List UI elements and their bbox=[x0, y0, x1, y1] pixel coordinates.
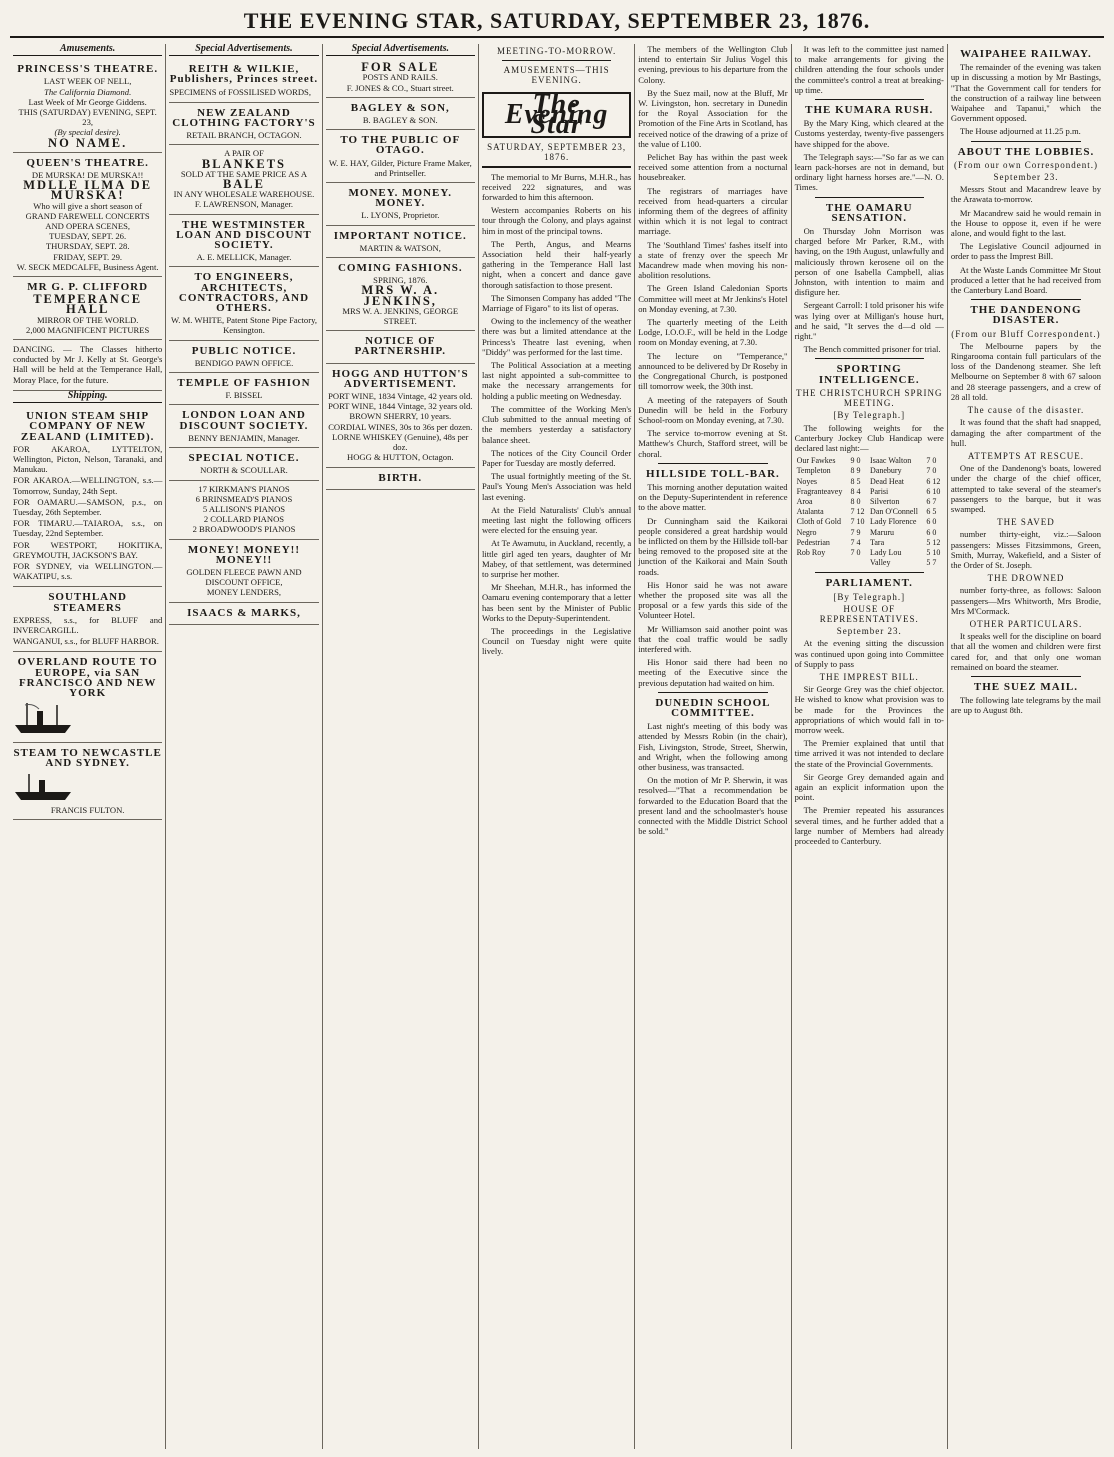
horse-weight: 7 10 bbox=[850, 517, 865, 527]
ad-title: MONEY! MONEY!! MONEY!! bbox=[187, 543, 300, 566]
divider bbox=[815, 572, 924, 573]
ad-line: RETAIL BRANCH, OCTAGON. bbox=[186, 130, 302, 141]
news-paragraph: Pelichet Bay has within the past week received some attention from a nocturnal housebreaker. bbox=[638, 152, 788, 183]
article-heading: ABOUT THE LOBBIES. bbox=[957, 145, 1095, 158]
news-paragraph: His Honor said he was not aware whether the proposed site was all the proposal or a few yards this side of the Volunteer Hotel. bbox=[638, 579, 788, 621]
column-head: Special Advertisements. bbox=[326, 44, 475, 56]
column-news-2 bbox=[635, 44, 791, 1449]
ad-title: HOGG AND HUTTON'S ADVERTISEMENT. bbox=[331, 367, 469, 390]
ad-line: FOR SALE bbox=[361, 60, 440, 75]
ad-title: NOTICE OF PARTNERSHIP. bbox=[354, 335, 446, 358]
news-paragraph: The remainder of the evening was taken up in discussing a motion by Mr Bastings, "That the Government call for tenders for the construction of a railway line between Waipahee and Tapanui," which the Government opposed. bbox=[950, 62, 1102, 124]
divider bbox=[815, 197, 924, 198]
ad-line: MDLLE ILMA DE MURSKA! bbox=[23, 178, 153, 203]
news-paragraph: number forty-three, as follows: Saloon passengers—Mrs Whitworth, Mrs Brodie, Mrs M'Cormack. bbox=[950, 585, 1102, 616]
horse-name: Valley bbox=[870, 558, 891, 568]
ad-title: ISAACS & MARKS, bbox=[187, 606, 301, 619]
horse-weight: 7 0 bbox=[926, 456, 937, 466]
ad-text: DANCING. — The Classes hitherto conducted by Mr J. Kelly at St. George's Hall will be held at the Temperance Hall, Moray Place, for the future. bbox=[13, 344, 163, 385]
horse-name: Negro bbox=[796, 527, 817, 537]
money-lyons-ad bbox=[326, 183, 475, 226]
shipping-ad bbox=[13, 406, 162, 587]
weights-row bbox=[795, 456, 944, 466]
horse-weight: 6 5 bbox=[926, 507, 937, 517]
ad-title: QUEEN'S THEATRE. bbox=[26, 156, 149, 169]
news-paragraph: The Premier explained that until that time arrived it was not intended to declare the state of the Provincial Governments. bbox=[794, 738, 944, 769]
divider bbox=[502, 60, 611, 61]
news-paragraph: This morning another deputation waited on the Deputy-Superintendent in reference to the above matter. bbox=[638, 481, 788, 513]
news-paragraph: On the motion of Mr P. Sherwin, it was resolved—"That a recommendation be forwarded to the Education Board that the present land and the schoolmaster's house connected with the Middle District School be sold." bbox=[638, 775, 788, 837]
ad-text: WANGANUI, s.s., for BLUFF HARBOR. bbox=[13, 636, 159, 647]
ad-line: 17 KIRKMAN'S PIANOS bbox=[198, 483, 290, 494]
ad-title: TO ENGINEERS, ARCHITECTS, CONTRACTORS, AND OTHERS. bbox=[178, 271, 310, 315]
article-date: September 23. bbox=[993, 172, 1059, 183]
article-subheading: The cause of the disaster. bbox=[967, 405, 1085, 416]
isaacs-marks-ad bbox=[169, 603, 318, 625]
ad-line: GRAND FAREWELL CONCERTS bbox=[25, 210, 150, 221]
divider bbox=[971, 676, 1081, 677]
article-heading: THE KUMARA RUSH. bbox=[805, 104, 934, 117]
news-paragraph: The Political Association at a meeting last night appointed a sub-committee to make the necessary arrangements for holding a public meeting on Wednesday. bbox=[481, 360, 632, 401]
column-news-3 bbox=[792, 44, 948, 1449]
article-subheading: THE CHRISTCHURCH SPRING MEETING. bbox=[795, 387, 943, 409]
horse-weight: 6 12 bbox=[926, 476, 941, 486]
columns bbox=[10, 44, 1104, 1449]
article-subheading: THE IMPREST BILL. bbox=[819, 671, 919, 682]
horse-weight: 8 9 bbox=[850, 466, 861, 476]
ad-line: CORDIAL WINES, 30s to 36s per dozen. bbox=[328, 421, 473, 432]
article-subheading: (From our Bluff Correspondent.) bbox=[951, 328, 1101, 339]
westminster-loan-ad bbox=[169, 215, 318, 268]
weights-row bbox=[795, 507, 944, 517]
divider bbox=[658, 463, 767, 464]
horse-weight: 5 7 bbox=[926, 558, 937, 568]
horse-weight: 6 10 bbox=[926, 486, 941, 496]
news-paragraph: The quarterly meeting of the Leith Lodge, I.O.O.F., will be held in the Lodge room on Monday evening, at 7.30. bbox=[638, 317, 788, 348]
blankets-ad bbox=[169, 145, 318, 214]
ad-line: MIRROR OF THE WORLD. bbox=[36, 314, 139, 325]
news-paragraph: The memorial to Mr Burns, M.H.R., has received 222 signatures, and was forwarded to him this afternoon. bbox=[481, 171, 632, 203]
ad-text: EXPRESS, s.s., for BLUFF and INVERCARGILL. bbox=[13, 614, 163, 635]
ad-title: MR G. P. CLIFFORD bbox=[27, 281, 149, 294]
pianos-ad bbox=[169, 481, 318, 540]
horse-name: Dan O'Connell bbox=[870, 507, 918, 517]
horse-weight: 6 0 bbox=[926, 517, 937, 527]
newcastle-ad bbox=[13, 743, 162, 820]
ad-signature: B. BAGLEY & SON. bbox=[362, 115, 438, 126]
horse-name: Maruru bbox=[870, 527, 895, 537]
horse-name: Aroa bbox=[796, 496, 813, 506]
masthead-title: THE EVENING STAR, SATURDAY, SEPTEMBER 23, 1876. bbox=[243, 8, 871, 33]
ad-line: PORT WINE, 1834 Vintage, 42 years old. bbox=[328, 391, 473, 402]
ad-line: FRIDAY, SEPT. 29. bbox=[53, 251, 123, 262]
news-paragraph: Sir George Grey demanded again and again an explicit information upon the point. bbox=[794, 771, 944, 803]
column-head: Special Advertisements. bbox=[169, 44, 318, 56]
ad-text: FOR SYDNEY, via WELLINGTON.—WAKATIPU, s.s. bbox=[13, 560, 163, 582]
telegraph-note: [By Telegraph.] bbox=[833, 410, 906, 421]
ad-line: BENDIGO PAWN OFFICE. bbox=[194, 357, 294, 368]
article-heading: WAIPAHEE RAILWAY. bbox=[960, 48, 1092, 60]
news-paragraph: Messrs Stout and Macandrew leave by the Arawata to-morrow. bbox=[950, 184, 1102, 205]
horse-name bbox=[795, 558, 849, 568]
article-subheading: OTHER PARTICULARS. bbox=[969, 618, 1083, 629]
weights-row bbox=[795, 517, 944, 527]
column-news-4 bbox=[948, 44, 1104, 1449]
article-subheading: ATTEMPTS AT RESCUE. bbox=[967, 450, 1084, 461]
divider bbox=[815, 358, 924, 359]
newspaper-nameplate: The Evening Star bbox=[482, 92, 631, 139]
ad-text: FOR OAMARU.—SAMSON, p.s., on Tuesday, 26th September. bbox=[13, 496, 163, 517]
news-paragraph: The Simonsen Company has added "The Marriage of Figaro" to its list of operas. bbox=[481, 292, 632, 314]
weights-row bbox=[795, 487, 944, 497]
ad-text: FOR TIMARU.—TAIAROA, s.s., on Tuesday, 22nd September. bbox=[13, 518, 163, 539]
horse-weight: 7 0 bbox=[850, 547, 861, 557]
ad-text: SPECIMENS of FOSSILISED WORDS, bbox=[169, 86, 311, 97]
article-heading: THE OAMARU SENSATION. bbox=[825, 201, 913, 224]
weights-row bbox=[795, 528, 944, 538]
news-paragraph: It was found that the shaft had snapped, damaging the after compartment of the hull. bbox=[950, 417, 1102, 448]
ad-title: LONDON LOAN AND DISCOUNT SOCIETY. bbox=[179, 409, 309, 432]
weights-row bbox=[795, 558, 944, 568]
column-special-ads-2 bbox=[323, 44, 479, 1449]
horse-name: Lady Lou bbox=[870, 547, 902, 557]
horse-weight: 7 12 bbox=[850, 507, 865, 517]
ad-signature: W. E. HAY, Gilder, Picture Frame Maker, and Printseller. bbox=[328, 157, 472, 178]
ad-title: UNION STEAM SHIP COMPANY OF NEW ZEALAND (LIMITED). bbox=[20, 410, 155, 443]
london-loan-ad bbox=[169, 405, 318, 448]
horse-weight bbox=[849, 558, 869, 568]
news-paragraph: At the Waste Lands Committee Mr Stout produced a letter that he had received from the Canterbury Land Board. bbox=[950, 264, 1102, 296]
southland-ad bbox=[13, 587, 162, 652]
ad-line: AND OPERA SCENES, bbox=[45, 221, 131, 232]
ad-title: PRINCESS'S THEATRE. bbox=[17, 63, 159, 76]
princess-theatre-ad bbox=[13, 59, 162, 153]
horse-weight: 5 10 bbox=[926, 547, 941, 557]
news-paragraph: The service to-morrow evening at St. Matthew's Church, Stafford street, will be choral. bbox=[638, 428, 788, 459]
ad-signature: F. LAWRENSON, Manager. bbox=[194, 199, 294, 210]
partnership-ad bbox=[326, 331, 475, 363]
news-paragraph: The House adjourned at 11.25 p.m. bbox=[959, 126, 1081, 137]
ad-signature: L. LYONS, Proprietor. bbox=[361, 210, 440, 221]
horse-name: Noyes bbox=[796, 476, 818, 486]
news-paragraph: The Telegraph says:—"So far as we can learn pack-horses are not in demand, but ordinary light harness horses are."—N. O. Times. bbox=[794, 151, 944, 193]
news-paragraph: number thirty-eight, viz.:—Saloon passengers: Misses Fitzsimmons, Green, Smith, Murray, Wakefield, and a Sister of the Order of St. Joseph. bbox=[950, 529, 1102, 570]
ad-line: BALE bbox=[222, 177, 265, 192]
news-paragraph: The following late telegrams by the mail are up to August 8th. bbox=[950, 695, 1102, 716]
news-paragraph: The Perth, Angus, and Mearns Association held their half-yearly gathering in the Temperance Hall last night, when a concert and dance gave thorough satisfaction to those present. bbox=[481, 238, 632, 290]
ad-line: Who will give a short season of bbox=[33, 200, 143, 211]
ad-title: SPECIAL NOTICE. bbox=[188, 452, 300, 465]
horse-name: Parisi bbox=[870, 486, 889, 496]
news-paragraph: His Honor said there had been no meeting of the Executive since the previous deputation had waited on him. bbox=[638, 657, 788, 688]
ad-line: 2,000 MAGNIFICENT PICTURES bbox=[26, 324, 150, 335]
ad-title: COMING FASHIONS. bbox=[337, 262, 463, 275]
ad-signature: F. JONES & CO., Stuart street. bbox=[346, 82, 454, 93]
ad-title: TEMPLE OF FASHION bbox=[177, 377, 311, 390]
ad-line: PORT WINE, 1844 Vintage, 32 years old. bbox=[328, 401, 473, 412]
weights-row bbox=[795, 477, 944, 487]
news-paragraph: Western accompanies Roberts on his tour through the Colony, and plays against him in most of the principal towns. bbox=[481, 205, 632, 236]
horse-name: Cloth of Gold bbox=[796, 517, 842, 527]
ad-line: W. SECK MEDCALFE, Business Agent. bbox=[16, 261, 159, 272]
clothing-factory-ad bbox=[169, 103, 318, 146]
article-subheading: (From our own Correspondent.) bbox=[953, 159, 1098, 170]
horse-weight: 7 9 bbox=[850, 527, 861, 537]
ad-signature: FRANCIS FULTON. bbox=[50, 804, 125, 815]
column-special-ads-1 bbox=[166, 44, 322, 1449]
horse-weight: 8 4 bbox=[850, 486, 861, 496]
ad-line: LAST WEEK OF NELL, bbox=[43, 76, 132, 87]
horse-weight: 7 0 bbox=[926, 466, 937, 476]
horse-name: Danebury bbox=[870, 466, 902, 476]
weights-row bbox=[795, 538, 944, 548]
ad-signature: BENNY BENJAMIN, Manager. bbox=[188, 432, 300, 443]
horse-weight: 6 0 bbox=[926, 527, 937, 537]
ad-line: 6 BRINSMEAD'S PIANOS bbox=[195, 493, 293, 504]
ad-signature: MRS W. A. JENKINS, GEORGE STREET. bbox=[342, 305, 459, 327]
news-paragraph: The notices of the City Council Order Paper for Tuesday are mostly deferred. bbox=[481, 447, 632, 468]
horse-weight: 8 5 bbox=[850, 476, 861, 486]
ad-line: LORNE WHISKEY (Genuine), 48s per doz. bbox=[332, 431, 469, 453]
money-ad bbox=[169, 540, 318, 603]
weights-row bbox=[795, 466, 944, 476]
public-otago-ad bbox=[326, 130, 475, 183]
ad-line: The California Diamond. bbox=[44, 86, 132, 97]
ad-line: Last Week of Mr George Giddens. bbox=[28, 96, 147, 107]
news-paragraph: Mr Williamson said another point was that the coal traffic would be sadly interfered with. bbox=[638, 623, 788, 654]
article-heading: THE SUEZ MAIL. bbox=[973, 680, 1079, 693]
news-paragraph: The 'Southland Times' fashes itself into a state of frenzy over the speech Mr Macandrew made when moving his non-abolition resolutions. bbox=[638, 239, 788, 281]
article-heading: DUNEDIN SCHOOL COMMITTEE. bbox=[655, 696, 771, 719]
ad-line: NO NAME. bbox=[48, 135, 128, 150]
horse-name: Dead Heat bbox=[870, 476, 905, 486]
horse-name: Atalanta bbox=[796, 507, 824, 517]
dancing-ad bbox=[13, 340, 162, 391]
news-paragraph: It speaks well for the discipline on board that all the women and children were first cared for, and that only one woman remained on board the steamer. bbox=[950, 631, 1102, 672]
news-paragraph: The proceedings in the Legislative Council on Tuesday night were quite lively. bbox=[481, 625, 632, 657]
amusements-heading: AMUSEMENTS—THIS EVENING. bbox=[503, 65, 610, 86]
masthead bbox=[10, 6, 1104, 38]
news-paragraph: The Green Island Caledonian Sports Committee will meet at Mr Jenkins's Hotel on Monday evening, at 7.30. bbox=[638, 283, 788, 314]
ad-line: 5 ALLISON'S PIANOS bbox=[202, 503, 286, 514]
ad-line: (By special desire). bbox=[54, 127, 121, 138]
coming-fashions-ad bbox=[326, 258, 475, 331]
column-news-1 bbox=[479, 44, 635, 1449]
ad-title: OVERLAND ROUTE TO EUROPE, via SAN FRANCISCO AND NEW YORK bbox=[17, 656, 158, 699]
ad-line: A PAIR OF bbox=[224, 148, 264, 159]
horse-name: Tara bbox=[870, 537, 885, 547]
news-paragraph: Mr Macandrew said he would remain in the House to oppose it, even if he were alone, and would fight to the last. bbox=[950, 207, 1102, 239]
weights-table bbox=[795, 456, 944, 568]
ad-line: THURSDAY, SEPT. 28. bbox=[45, 241, 130, 252]
ad-line: DE MURSKA! DE MURSKA!! bbox=[31, 170, 144, 181]
horse-name: Rob Roy bbox=[796, 547, 826, 557]
ad-line: MONEY LENDERS, bbox=[206, 587, 282, 598]
horse-name: Our Fawkes bbox=[796, 456, 836, 466]
horse-name: Silverton bbox=[870, 496, 900, 506]
news-paragraph: The registrars of marriages have received from head-quarters a circular informing them of the degrees of affinity within which it is not legal to contract marriage. bbox=[638, 185, 788, 237]
ad-title: REITH & WILKIE, Publishers, Princes street. bbox=[169, 63, 319, 86]
divider bbox=[971, 141, 1081, 142]
ad-signature: W. M. WHITE, Patent Stone Pipe Factory, Kensington. bbox=[170, 315, 317, 336]
telegraph-note: [By Telegraph.] bbox=[833, 591, 906, 602]
weights-row bbox=[795, 497, 944, 507]
news-paragraph: One of the Dandenong's boats, lowered under the charge of the chief officer, attempted to take several of the steamer's passengers to the barque, but it was swamped. bbox=[950, 463, 1102, 514]
divider bbox=[658, 692, 767, 693]
ad-title: STEAM TO NEWCASTLE AND SYDNEY. bbox=[13, 747, 162, 770]
reith-wilkie-ad bbox=[169, 59, 318, 103]
for-sale-ad bbox=[326, 59, 475, 98]
steamship-icon bbox=[13, 701, 162, 735]
ad-line: 2 BROADWOOD'S PIANOS bbox=[192, 524, 296, 535]
article-heading: HILLSIDE TOLL-BAR. bbox=[646, 467, 780, 480]
temple-of-fashion-ad bbox=[169, 373, 318, 405]
news-paragraph: Sergeant Carroll: I told prisoner his wife was lying over at Milligan's house hurt, and he said, "It serves the d—d old — right." bbox=[794, 300, 944, 342]
ad-title: IMPORTANT NOTICE. bbox=[333, 229, 467, 242]
news-paragraph: The following weights for the Canterbury Jockey Club Handicap were declared last night:— bbox=[794, 422, 944, 453]
horse-weight: 6 7 bbox=[926, 496, 937, 506]
horse-weight: 8 0 bbox=[850, 496, 861, 506]
special-notice-ad bbox=[169, 448, 318, 480]
public-notice-ad bbox=[169, 341, 318, 373]
ad-line: NORTH & SCOULLAR. bbox=[200, 465, 288, 476]
ad-signature: MARTIN & WATSON, bbox=[359, 242, 441, 253]
horse-weight: 9 0 bbox=[850, 456, 861, 466]
article-date: September 23. bbox=[836, 626, 902, 637]
horse-weight: 5 12 bbox=[926, 537, 941, 547]
ad-line: POSTS AND RAILS. bbox=[362, 72, 438, 83]
news-paragraph: By the Suez mail, now at the Bluff, Mr W. Livingston, hon. secretary in Dunedin for the Royal Association for the Promotion of the Fine Arts in Scotland, has received notice of the drawing of a prize of the value of L100. bbox=[638, 87, 788, 149]
horse-name: Fragranteavey bbox=[796, 486, 843, 496]
news-paragraph: At the evening sitting the discussion was continued upon going into Committee of Supply to pass bbox=[794, 638, 944, 669]
news-paragraph: The Premier repeated his assurances several times, and he further added that a large number of Members had already proceeded to Canterbury. bbox=[794, 805, 944, 847]
ad-line: 2 COLLARD PIANOS bbox=[203, 514, 285, 525]
weights-row bbox=[795, 548, 944, 558]
ad-title: THE WESTMINSTER LOAN AND DISCOUNT SOCIETY. bbox=[176, 218, 312, 252]
ad-line: SPRING, 1876. bbox=[373, 275, 428, 286]
ad-signature: HOGG & HUTTON, Octagon. bbox=[347, 452, 454, 463]
news-paragraph: At the Field Naturalists' Club's annual meeting last night the following officers were elected for the ensuing year. bbox=[481, 504, 632, 536]
news-paragraph: Last night's meeting of this body was attended by Messrs Robin (in the chair), Fish, Livingston, Strode, Street, Sherwin, and Wright, when the following among other business, was transacted. bbox=[638, 721, 788, 772]
article-heading: PARLIAMENT. bbox=[825, 577, 913, 590]
news-paragraph: It was left to the committee just named to make arrangements for giving the children attending the four schools under the committee's control a treat at breaking-up time. bbox=[794, 44, 944, 95]
ad-title: BAGLEY & SON, bbox=[350, 101, 450, 114]
hogg-hutton-ad bbox=[326, 364, 475, 468]
news-paragraph: At Te Awamutu, in Auckland, recently, a little girl aged ten years, daughter of Mr Mabey, of that settlement, was determined to surprise her mother. bbox=[481, 538, 632, 579]
ad-line: BLANKETS bbox=[201, 156, 287, 171]
column-amusements bbox=[10, 44, 166, 1449]
column-head: Amusements. bbox=[13, 44, 162, 56]
bagley-ad bbox=[326, 98, 475, 130]
ad-title: MONEY. MONEY. MONEY. bbox=[348, 187, 453, 210]
ad-text: FOR AKAROA.—WELLINGTON, s.s.—Tomorrow, Sunday, 24th Sept. bbox=[13, 475, 163, 496]
steamship-icon bbox=[13, 772, 162, 802]
news-paragraph: The Melbourne papers by the Ringarooma contain full particulars of the loss of the Dandenong steamer. She left Melbourne on September 8 with 67 saloon and 28 steerage passengers, and a crew of 28 all told. bbox=[950, 340, 1102, 402]
dateline: SATURDAY, SEPTEMBER 23, 1876. bbox=[482, 140, 631, 167]
queens-theatre-ad bbox=[13, 153, 162, 277]
birth-notice bbox=[326, 468, 475, 490]
ad-title: TO THE PUBLIC OF OTAGO. bbox=[340, 134, 461, 157]
article-heading: SPORTING INTELLIGENCE. bbox=[818, 363, 920, 386]
article-subheading: THE SAVED bbox=[997, 517, 1055, 528]
news-paragraph: A meeting of the ratepayers of South Dunedin will be held in the Forbury School-room on Monday evening, at 7.30. bbox=[638, 394, 788, 425]
news-paragraph: Owing to the inclemency of the weather there was but a limited attendance at the Princess's Theatre last evening, when "Diddy" was performed for the last time. bbox=[481, 316, 632, 357]
horse-name: Templeton bbox=[796, 466, 831, 476]
horse-name: Lady Florence bbox=[870, 517, 917, 527]
horse-name: Isaac Walton bbox=[870, 456, 912, 466]
ad-title: SOUTHLAND STEAMERS bbox=[48, 591, 127, 614]
article-subheading: HOUSE OF REPRESENTATIVES. bbox=[819, 603, 919, 624]
ad-line: TUESDAY, SEPT. 26. bbox=[49, 231, 127, 242]
ad-line: MRS W. A. JENKINS, bbox=[361, 283, 440, 308]
overland-ad bbox=[13, 652, 162, 743]
ad-text: FOR WESTPORT, HOKITIKA, GREYMOUTH, JACKSON'S BAY. bbox=[13, 539, 163, 560]
ad-line: IN ANY WHOLESALE WAREHOUSE. bbox=[173, 189, 315, 200]
ad-text: FOR AKAROA, LYTTELTON, Wellington, Picton, Nelson, Taranaki, and Manukau. bbox=[13, 443, 163, 475]
ad-signature: F. BISSEL bbox=[225, 390, 263, 401]
ad-line: BROWN SHERRY, 10 years. bbox=[349, 411, 452, 422]
engineers-ad bbox=[169, 267, 318, 340]
news-paragraph: Sir George Grey was the chief objector. He wished to know what provision was to be made for the Provinces the appropriations of which would fall in to-morrow week. bbox=[794, 684, 944, 735]
divider bbox=[815, 99, 924, 100]
ad-line: GOLDEN FLEECE PAWN AND DISCOUNT OFFICE, bbox=[186, 566, 302, 588]
ad-line: SOLD AT THE SAME PRICE AS A bbox=[180, 168, 308, 179]
ad-title: PUBLIC NOTICE. bbox=[191, 344, 297, 357]
ad-title: BIRTH. bbox=[378, 471, 423, 484]
article-subheading: THE DROWNED bbox=[987, 573, 1065, 584]
ad-line: TEMPERANCE HALL bbox=[33, 292, 143, 317]
news-paragraph: The committee of the Working Men's Club submitted to the annual meeting of the members yesterday a satisfactory balance sheet. bbox=[481, 403, 632, 445]
news-paragraph: Dr Cunningham said the Kaikorai people considered a great hardship would be inflicted on them by the Hillside toll-bar being removed to the proposed site at the junction of the Kaikorai and Main South roads. bbox=[638, 515, 788, 577]
important-notice-ad bbox=[326, 226, 475, 258]
news-paragraph: The members of the Wellington Club intend to entertain Sir Julius Vogel this evening, previous to his departure from the Colony. bbox=[638, 44, 788, 85]
news-paragraph: By the Mary King, which cleared at the Customs yesterday, twenty-five passengers have shipped for the above. bbox=[794, 118, 944, 149]
news-paragraph: The usual fortnightly meeting of the St. Paul's Young Men's Association was held last evening. bbox=[481, 471, 632, 502]
ad-line: THIS (SATURDAY) EVENING, SEPT. 23, bbox=[18, 107, 157, 128]
ad-signature: A. E. MELLICK, Manager. bbox=[196, 252, 292, 263]
news-paragraph: Mr Sheehan, M.H.R., has informed the Oamaru evening contemporary that a letter has been sent by the Minister of Public Works to the Deputy-Superintendent. bbox=[481, 582, 632, 623]
article-heading: THE DANDENONG DISASTER. bbox=[970, 304, 1082, 327]
news-paragraph: The lecture on "Temperance," announced to be delivered by Dr Roseby in the Congregational Church, is postponed till tomorrow week, the 30th inst. bbox=[638, 350, 788, 392]
ad-title: NEW ZEALAND CLOTHING FACTORY'S bbox=[172, 106, 316, 130]
news-paragraph: The Legislative Council adjourned in order to pass the Imprest Bill. bbox=[950, 241, 1102, 262]
horse-weight: 7 4 bbox=[850, 537, 861, 547]
clifford-ad bbox=[13, 277, 162, 340]
news-paragraph: The Bench committed prisoner for trial. bbox=[803, 344, 941, 355]
column-head: Shipping. bbox=[13, 391, 162, 403]
divider bbox=[971, 299, 1081, 300]
meeting-heading: MEETING-TO-MORROW. bbox=[496, 46, 617, 56]
horse-name: Pedestrian bbox=[796, 537, 830, 547]
news-paragraph: On Thursday John Morrison was charged before Mr Parker, R.M., with having, on the 19th August, unlawfully and maliciously thrown kerosene oil on the person of one Isabella Campbell, alias Johnston, with intention to maim and disfigure her. bbox=[794, 226, 944, 298]
